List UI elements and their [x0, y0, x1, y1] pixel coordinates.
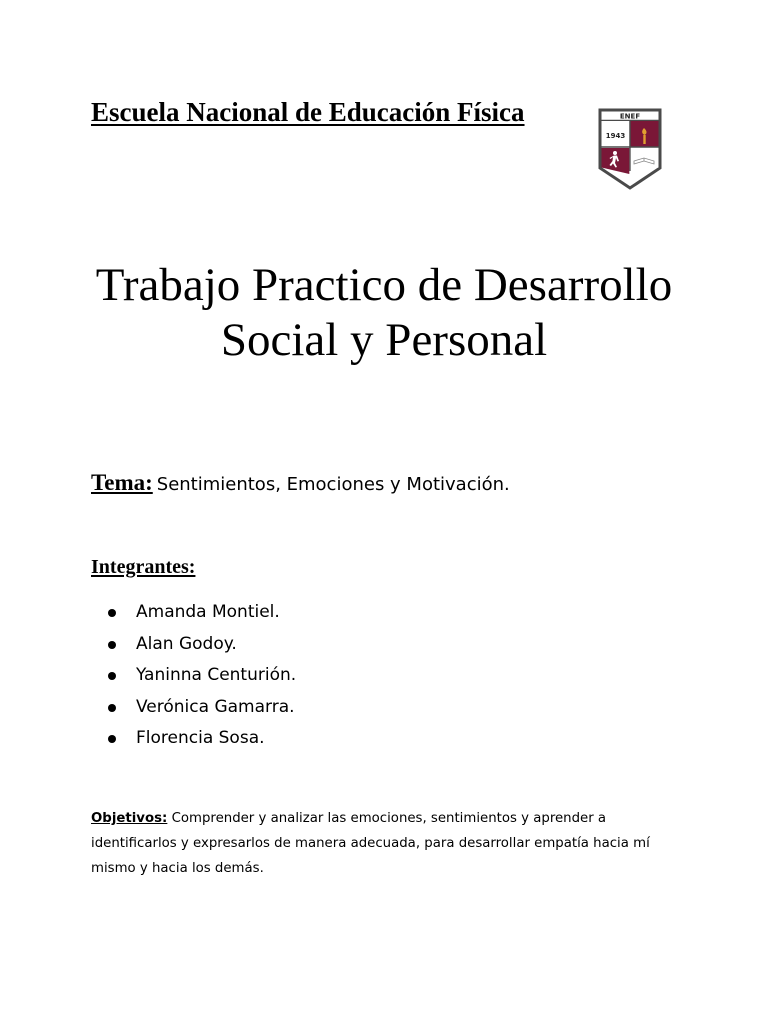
objectives-text: Comprender y analizar las emociones, sentimientos y aprender a identificarlos y expresarlos de manera adecuada, para desarrollar empatía hacia mí mismo y hacia los demás. [91, 811, 650, 876]
topic-value: Sentimientos, Emociones y Motivación. [156, 474, 510, 495]
member-item [108, 723, 296, 755]
document-title-line2: Social y Personal [220, 314, 548, 366]
members-list [108, 597, 296, 755]
logo-year: 1943 [605, 132, 626, 140]
document-title-line1: Trabajo Practico de Desarrollo [95, 259, 673, 311]
member-item [108, 692, 296, 724]
member-item [108, 660, 296, 692]
member-item [108, 597, 296, 629]
member-item [108, 629, 296, 661]
topic-label: Tema: [91, 470, 153, 495]
member-name: Yaninna Centurión. [136, 665, 297, 685]
school-name: Escuela Nacional de Educación Física [91, 97, 525, 127]
document-title [40, 258, 728, 368]
bullet-icon [108, 704, 116, 712]
bullet-icon [108, 641, 116, 649]
bullet-icon [108, 735, 116, 743]
school-logo [598, 108, 662, 190]
objectives-label: Objetivos: [91, 811, 168, 826]
bullet-icon [108, 609, 116, 617]
bullet-icon [108, 672, 116, 680]
members-label: Integrantes: [91, 556, 196, 578]
member-name: Alan Godoy. [136, 633, 237, 654]
member-name: Verónica Gamarra. [136, 696, 295, 717]
topic-line [91, 470, 510, 496]
member-name: Amanda Montiel. [136, 602, 280, 622]
objectives-paragraph [91, 806, 681, 881]
member-name: Florencia Sosa. [136, 728, 265, 748]
logo-top-text: ENEF [619, 112, 641, 121]
